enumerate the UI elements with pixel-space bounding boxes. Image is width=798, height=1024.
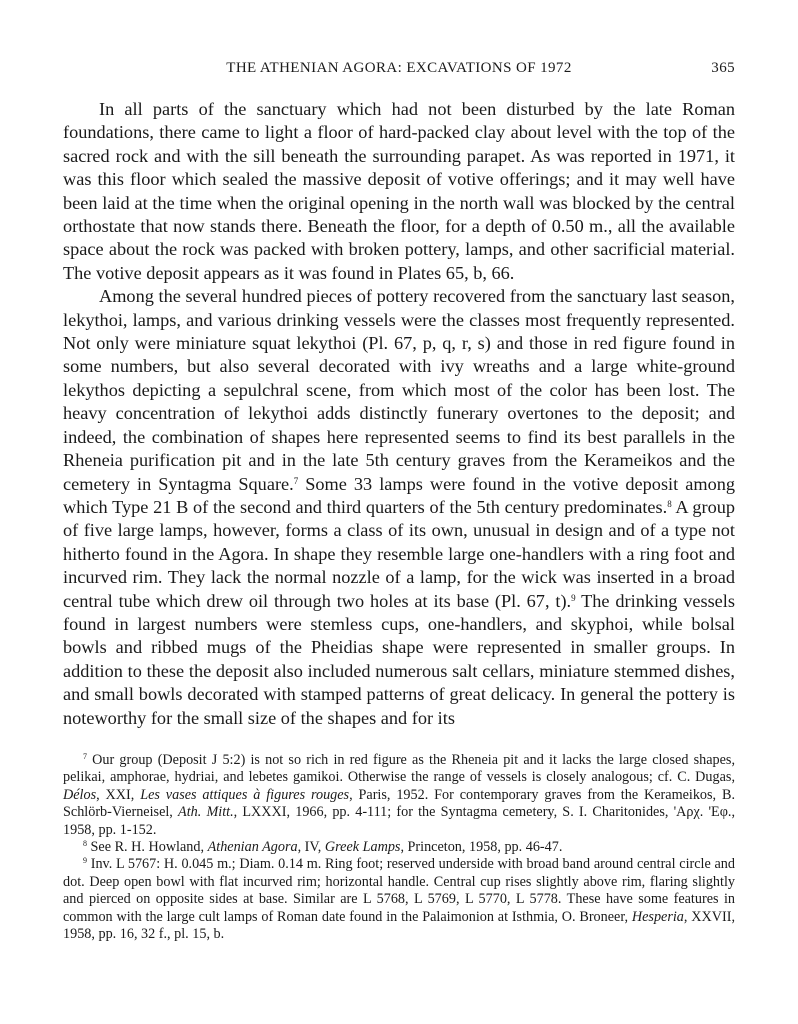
footnote-7 [63,752,735,839]
footnote-7-text: Our group (Deposit J 5:2) is not so rich in red figure as the Rheneia pit and it lacks the large closed shapes, pelikai, amphorae, hydriai, and lebetes gamikoi. Otherwise the range of vessels is closely analogous; cf. C. Dugas, [63,751,735,786]
footnote-9-italic: Hesperia [631,908,684,925]
footnote-7-text: , Paris, 1952. For contemporary graves from the Kerameikos, B. Schlörb-Vierneisel, [63,786,735,821]
footnote-7-text: , LXXXI, 1966, pp. 4-111; for the Syntagma cemetery, S. I. Charitonides, [233,804,674,821]
page [63,60,735,943]
page-number: 365 [711,60,735,76]
running-title: THE ATHENIAN AGORA: EXCAVATIONS OF 1972 [226,60,572,76]
footnote-8-text: , Princeton, 1958, pp. 46-47. [400,839,563,855]
body-text [63,98,735,730]
footnote-7-text: , XXI, [96,786,141,803]
footnote-7-italic: Délos [63,786,97,803]
running-header [63,60,735,86]
paragraph-2-part-3: A group of five large lamps, however, forms a class of its own, unusual in design and of a type not hitherto found in the Agora. In shape they resemble large one-handlers with a ring foot and incurved rim. They lack the normal nozzle of a lamp, for the wick was inserted in a broad central tube which drew oil through two holes at its base (Pl. 67, t). [63,496,735,611]
paragraph-1: In all parts of the sanctuary which had not been disturbed by the late Roman foundations, there came to light a floor of hard-packed clay about level with the top of the sacred rock and with the sill beneath the surrounding parapet. As was reported in 1971, it was this floor which sealed the massive deposit of votive offerings; and it may well have been laid at the time when the original opening in the north wall was blocked by the central orthostate that now stands there. Beneath the floor, for a depth of 0.50 m., all the available space about the rock was packed with broken pottery, lamps, and other sacrificial material. The votive deposit appears as it was found in Plates 65, b, 66. [63,99,735,283]
footnote-8-italic: Athenian Agora [207,839,298,855]
footnote-9-text: Inv. L 5767: H. 0.045 m.; Diam. 0.14 m. Ring foot; reserved underside with broad band around central circle and dot. Deep open bowl with flat incurved rim; horizontal handle. Central cup rises slightly above rim, flaring slightly and pierced on opposite sides at base. Similar are L 5768, L 5769, L 5770, L 5778. These have some features in common with the large cult lamps of Roman date found in the Palaimonion at Isthmia, O. Broneer, [63,856,735,925]
paragraph-2-part-4: The drinking vessels found in largest numbers were stemless cups, one-handlers, and skyphoi, while bolsal bowls and ribbed mugs of the Pheidias shape were represented in smaller groups. In addition to these the deposit also included numerous salt cellars, miniature stemmed dishes, and small bowls decorated with stamped patterns of great delicacy. In general the pottery is noteworthy for the small size of the shapes and for its [63,590,735,728]
footnote-7-italic: Les vases attiques à figures rouges [140,786,350,803]
paragraph-2-part-2: Some 33 lamps were found in the votive deposit among which Type 21 B of the second and third quarters of the 5th century predominates. [63,473,735,517]
footnote-8-italic: Greek Lamps [324,839,401,855]
footnote-mark-8: 8 [83,839,87,848]
paragraph-2-part-1: Among the several hundred pieces of pottery recovered from the sanctuary last season, lekythoi, lamps, and various drinking vessels were the classes most frequently represented. Not only were miniature squat lekythoi (Pl. 67, p, q, r, s) and those in red figure found in some numbers, but also several decorated with ivy wreaths and a large white-ground lekythos depicting a sepulchral scene, from which most of the color has been lost. The heavy concentration of lekythoi adds distinctly funerary overtones to the deposit; and indeed, the combination of shapes here represented seems to find its best parallels in the Rheneia purification pit and in the late 5th century graves from the Kerameikos and the cemetery in Syntagma Square. [63,286,735,494]
footnote-8 [63,839,735,856]
footnote-7-italic: Ath. Mitt. [178,804,234,821]
paragraph-2 [63,285,735,730]
footnote-8-text: See R. H. Howland, [87,839,208,855]
footnote-9-text: , XXVII, 1958, pp. 16, 32 f., pl. 15, b. [63,908,735,943]
footnote-mark-9: 9 [83,856,87,866]
footnote-ref-9[interactable]: 9 [571,592,576,603]
footnotes [63,752,735,943]
footnote-9 [63,856,735,943]
footnote-mark-7: 7 [83,751,87,761]
footnote-7-text: , 1958, pp. 1-152. [63,804,735,838]
footnote-7-greek: 'Aρχ. 'Eφ. [673,804,732,821]
footnote-8-text: , IV, [297,839,325,855]
footnote-ref-8[interactable]: 8 [667,498,672,509]
footnote-ref-7[interactable]: 7 [293,475,299,486]
